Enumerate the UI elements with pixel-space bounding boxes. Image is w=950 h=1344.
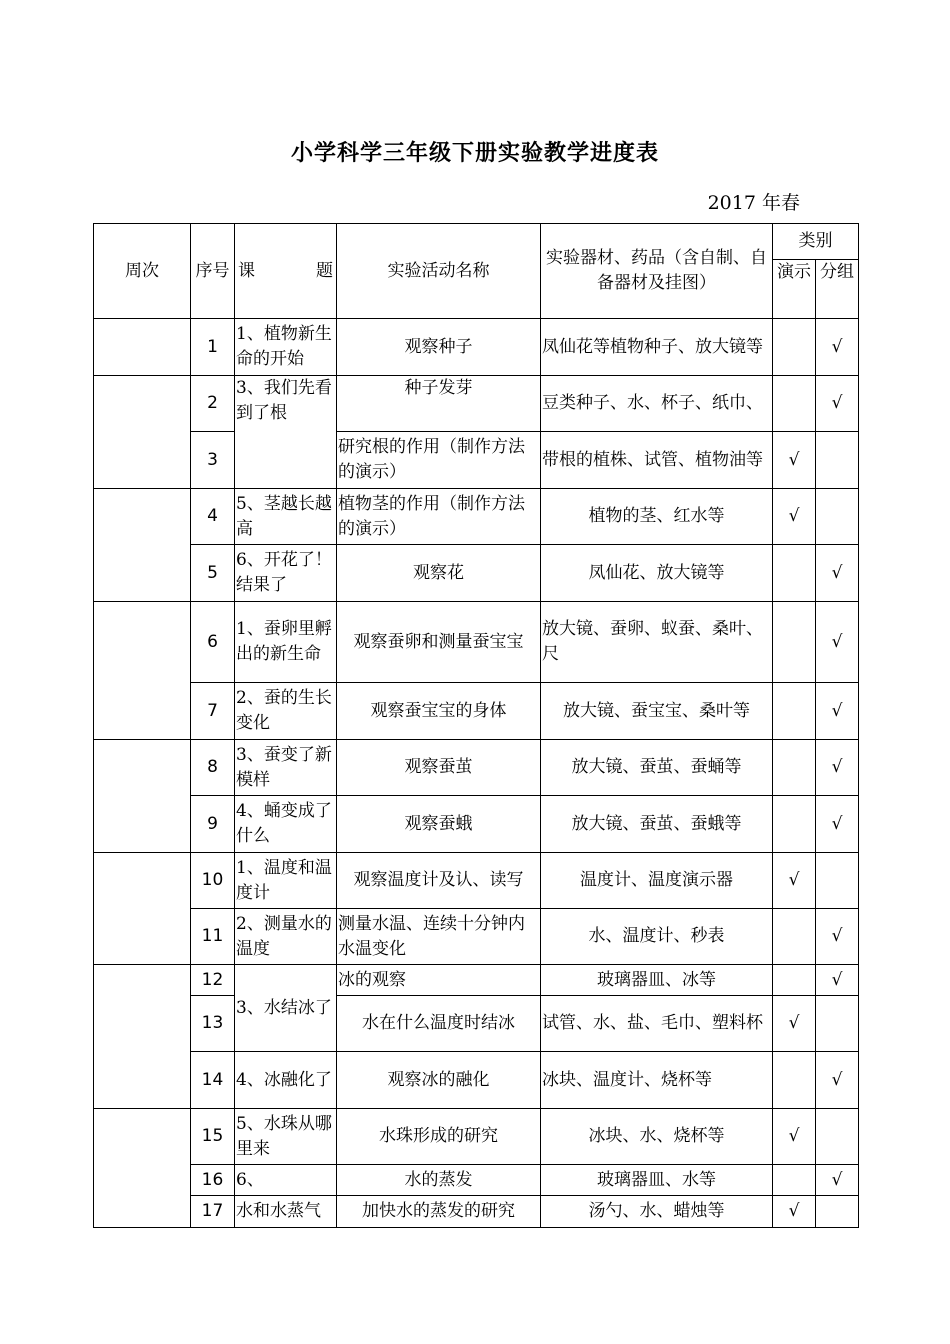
seq-cell: 10 [191,853,235,909]
demo-check [773,683,816,740]
header-category: 类别 [773,224,859,260]
materials-cell: 放大镜、蚕卵、蚁蚕、桑叶、尺 [541,602,773,683]
group-check: √ [816,1052,859,1109]
seq-cell: 14 [191,1052,235,1109]
group-check: √ [816,909,859,965]
group-check [816,1109,859,1165]
group-check: √ [816,545,859,602]
topic-cell: 1、蚕卵里孵出的新生命 [235,602,337,683]
seq-cell: 3 [191,432,235,489]
group-check: √ [816,1165,859,1196]
topic-cell: 4、蛹变成了什么 [235,796,337,853]
demo-check [773,796,816,853]
group-check: √ [816,740,859,796]
group-check: √ [816,683,859,740]
demo-check: √ [773,853,816,909]
activity-cell: 观察蚕宝宝的身体 [337,683,541,740]
header-seq: 序号 [191,224,235,319]
topic-cell: 3、水结冰了 [235,965,337,1052]
activity-cell: 种子发芽 [337,376,541,432]
materials-cell: 温度计、温度演示器 [541,853,773,909]
week-cell [94,489,191,602]
group-check: √ [816,796,859,853]
header-topic [235,224,337,319]
activity-cell: 冰的观察 [337,965,541,996]
header-topic-b: 题 [316,260,333,281]
header-week: 周次 [94,224,191,319]
demo-check: √ [773,1109,816,1165]
seq-cell: 8 [191,740,235,796]
materials-cell: 玻璃器皿、水等 [541,1165,773,1196]
demo-check [773,376,816,432]
topic-cell: 1、植物新生命的开始 [235,319,337,376]
activity-cell: 植物茎的作用（制作方法的演示） [337,489,541,545]
seq-cell: 12 [191,965,235,996]
activity-cell: 观察种子 [337,319,541,376]
group-check: √ [816,602,859,683]
materials-cell: 带根的植株、试管、植物油等 [541,432,773,489]
seq-cell: 4 [191,489,235,545]
demo-check [773,1165,816,1196]
materials-cell: 冰块、水、烧杯等 [541,1109,773,1165]
activity-cell: 观察花 [337,545,541,602]
topic-cell: 3、我们先看到了根 [235,376,337,489]
week-cell [94,602,191,740]
topic-cell: 6、 [235,1165,337,1196]
seq-cell: 13 [191,996,235,1052]
activity-cell: 加快水的蒸发的研究 [337,1196,541,1228]
demo-check [773,319,816,376]
materials-cell: 放大镜、蚕茧、蚕蛾等 [541,796,773,853]
activity-cell: 水珠形成的研究 [337,1109,541,1165]
demo-check [773,909,816,965]
demo-check: √ [773,432,816,489]
topic-cell: 2、蚕的生长变化 [235,683,337,740]
week-cell [94,965,191,1109]
seq-cell: 11 [191,909,235,965]
schedule-table [93,223,859,1228]
materials-cell: 试管、水、盐、毛巾、塑料杯 [541,996,773,1052]
topic-cell: 水和水蒸气 [235,1196,337,1228]
seq-cell: 7 [191,683,235,740]
seq-cell: 5 [191,545,235,602]
demo-check: √ [773,489,816,545]
demo-check [773,545,816,602]
demo-check: √ [773,1196,816,1228]
materials-cell: 凤仙花等植物种子、放大镜等 [541,319,773,376]
materials-cell: 放大镜、蚕茧、蚕蛹等 [541,740,773,796]
group-check [816,996,859,1052]
header-topic-a: 课 [238,260,255,281]
materials-cell: 凤仙花、放大镜等 [541,545,773,602]
activity-cell: 观察蚕卵和测量蚕宝宝 [337,602,541,683]
materials-cell: 玻璃器皿、冰等 [541,965,773,996]
group-check: √ [816,319,859,376]
group-check: √ [816,965,859,996]
activity-cell: 观察温度计及认、读写 [337,853,541,909]
seq-cell: 9 [191,796,235,853]
topic-cell: 3、蚕变了新模样 [235,740,337,796]
topic-cell: 1、温度和温度计 [235,853,337,909]
activity-cell: 测量水温、连续十分钟内水温变化 [337,909,541,965]
materials-cell: 汤勺、水、蜡烛等 [541,1196,773,1228]
header-materials: 实验器材、药品（含自制、自备器材及挂图） [541,224,773,319]
week-cell [94,319,191,376]
topic-cell: 4、冰融化了 [235,1052,337,1109]
demo-check [773,965,816,996]
topic-cell: 2、测量水的温度 [235,909,337,965]
activity-cell: 水的蒸发 [337,1165,541,1196]
header-activity: 实验活动名称 [337,224,541,319]
demo-check: √ [773,996,816,1052]
week-cell [94,376,191,489]
header-group: 分组 [816,260,859,319]
group-check [816,853,859,909]
topic-cell: 5、茎越长越高 [235,489,337,545]
seq-cell: 6 [191,602,235,683]
materials-cell: 豆类种子、水、杯子、纸巾、 [541,376,773,432]
group-check [816,489,859,545]
materials-cell: 放大镜、蚕宝宝、桑叶等 [541,683,773,740]
activity-cell: 观察冰的融化 [337,1052,541,1109]
seq-cell: 16 [191,1165,235,1196]
activity-cell: 研究根的作用（制作方法的演示） [337,432,541,489]
seq-cell: 1 [191,319,235,376]
header-demo: 演示 [773,260,816,319]
topic-cell: 5、水珠从哪里来 [235,1109,337,1165]
materials-cell: 冰块、温度计、烧杯等 [541,1052,773,1109]
group-check: √ [816,376,859,432]
activity-cell: 观察蚕茧 [337,740,541,796]
demo-check [773,740,816,796]
season-label: 2017 年春 [707,192,800,214]
week-cell [94,1109,191,1228]
demo-check [773,1052,816,1109]
seq-cell: 17 [191,1196,235,1228]
seq-cell: 15 [191,1109,235,1165]
activity-cell: 观察蚕蛾 [337,796,541,853]
topic-cell: 6、开花了！结果了 [235,545,337,602]
activity-cell: 水在什么温度时结冰 [337,996,541,1052]
week-cell [94,853,191,965]
demo-check [773,602,816,683]
materials-cell: 植物的茎、红水等 [541,489,773,545]
group-check [816,432,859,489]
week-cell [94,740,191,853]
materials-cell: 水、温度计、秒表 [541,909,773,965]
page-title: 小学科学三年级下册实验教学进度表 [290,141,659,166]
seq-cell: 2 [191,376,235,432]
group-check [816,1196,859,1228]
